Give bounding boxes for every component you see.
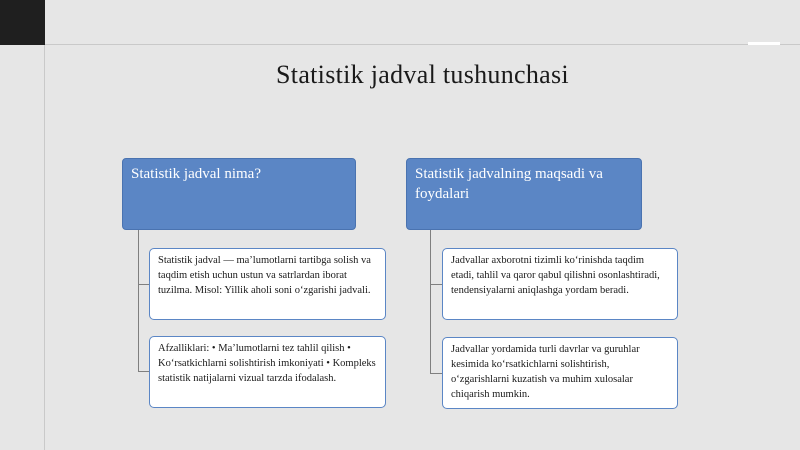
header-maqsadi-va-foydalari: Statistik jadvalning maqsadi va foydalari [406, 158, 642, 230]
left-divider [44, 45, 45, 450]
right-item-purpose: Jadvallar axborotni tizimli ko‘rinishda taqdim etadi, tahlil va qaror qabul qilishni osonlashtiradi, tendensiyalarni aniqlashga yordam beradi. [442, 248, 678, 320]
left-item-advantages: Afzalliklari: • Ma’lumotlarni tez tahlil qilish • Ko‘rsatkichlarni solishtirish imkoniyati • Kompleks statistik natijalarni vizual tarzda ifodalash. [149, 336, 386, 408]
right-connector-branch-1 [430, 284, 442, 285]
left-connector-vertical [138, 230, 139, 371]
left-connector-branch-1 [138, 284, 149, 285]
header-statistik-jadval-nima: Statistik jadval nima? [122, 158, 356, 230]
top-divider [45, 44, 800, 45]
right-connector-vertical [430, 230, 431, 373]
left-item-definition: Statistik jadval — ma’lumotlarni tartibga solish va taqdim etish uchun ustun va satrlardan iborat tuzilma. Misol: Yillik aholi soni o‘zgarishi jadvali. [149, 248, 386, 320]
slide-title: Statistik jadval tushunchasi [276, 60, 569, 89]
left-margin-band [0, 45, 45, 450]
left-connector-branch-2 [138, 371, 149, 372]
slide-top-band [0, 0, 800, 45]
right-item-comparison: Jadvallar yordamida turli davrlar va guruhlar kesimida ko‘rsatkichlarni solishtirish, o‘zgarishlarni kuzatish va muhim xulosalar chiqarish mumkin. [442, 337, 678, 409]
corner-block [0, 0, 45, 45]
right-connector-branch-2 [430, 373, 442, 374]
accent-mark [748, 42, 780, 45]
